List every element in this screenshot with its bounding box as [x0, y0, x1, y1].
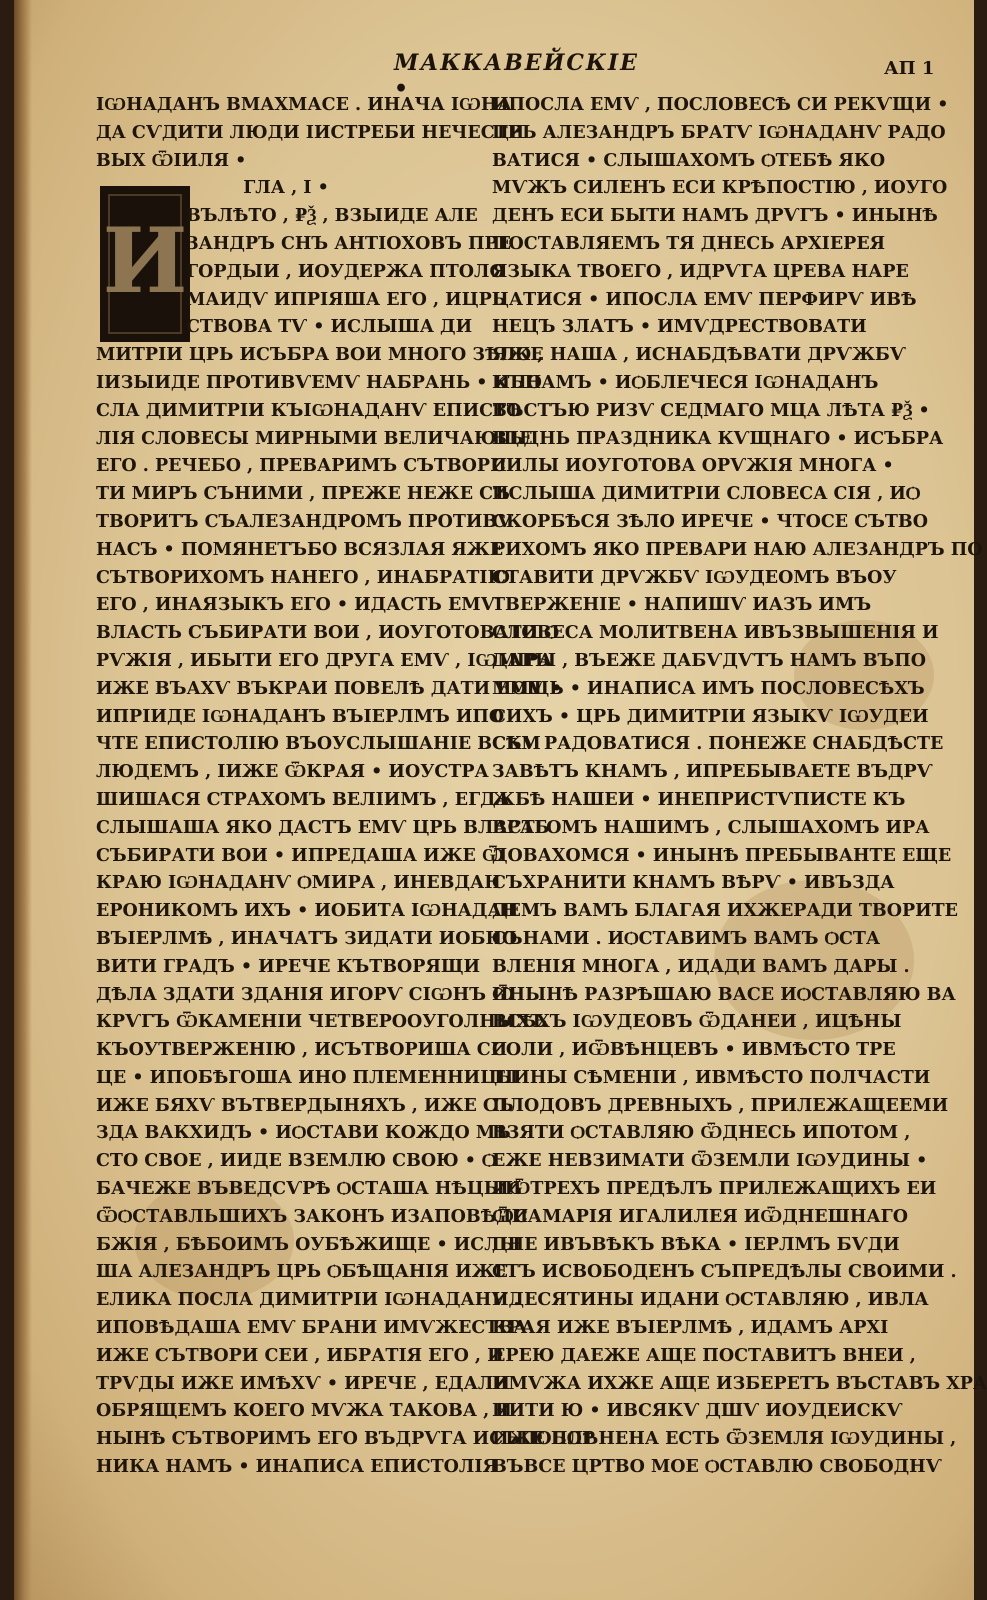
- text-line: СТЪ ИСВОБОДЕНЪ СЪПРЕДѢЛЫ СВОИМИ .: [492, 1262, 957, 1283]
- text-line: ДОВАХОМСЯ • ИНЫНѢ ПРЕБЫВАНТЕ ЕЩЕ: [492, 845, 952, 866]
- text-line: ГОРДЫИ , ИОУДЕРЖА ПТОЛО: [186, 261, 505, 282]
- text-line: ШИШАСЯ СТРАХОМЪ ВЕЛІИМЪ , ЕГДА: [96, 789, 510, 810]
- text-line: НЕЦЪ ЗЛАТЪ • ИМѴДРЕСТВОВАТИ: [492, 317, 867, 338]
- text-line: ЕЛИКА ПОСЛА ДИМИТРІИ ІѠНАДАНѴ .: [96, 1290, 520, 1311]
- text-line: ТРѴДЫ ИЖЕ ИМѢХѴ • ИРЕЧЕ , ЕДАЛИ: [96, 1373, 510, 1394]
- text-line: ЕГО , ИНАЯЗЫКЪ ЕГО • ИДАСТЬ ЕМѴ: [96, 595, 497, 616]
- text-line: ѾСАМАРІЯ ИГАЛИЛЕЯ ИѾДНЕШНАГО: [492, 1206, 908, 1227]
- text-line: ТВЕРЖЕНІЕ • НАПИШѴ ИАЗЪ ИМЪ: [492, 595, 872, 616]
- text-line: ТИ МИРЪ СЪНИМИ , ПРЕЖЕ НЕЖЕ СЪ: [96, 484, 510, 505]
- text-line: ДНЕ ИВЪВѢКЪ ВѢКА • ІЕРЛМЪ БѴДИ: [492, 1234, 900, 1255]
- text-line: ИСЛЫША ДИМИТРІИ СЛОВЕСА СІЯ , ИѺ: [492, 484, 921, 505]
- text-line: СЪХРАНИТИ КНАМЪ ВѢРѴ • ИВЪЗДА: [492, 873, 895, 894]
- text-line: ВРАГОМЪ НАШИМЪ , СЛЫШАХОМЪ ИРА: [492, 817, 930, 838]
- text-line: КРАЯ ИЖЕ ВЪІЕРЛМѢ , ИДАМЪ АРХІ: [492, 1318, 889, 1339]
- text-line: СИХЪ • ЦРЬ ДИМИТРІИ ЯЗЫКѴ ІѠУДЕИ: [492, 706, 929, 727]
- text-line: СТО СВОЕ , ИИДЕ ВЗЕМЛЮ СВОЮ • Ѻ: [96, 1151, 497, 1172]
- text-line: ПОСТАВЛЯЕМЪ ТЯ ДНЕСЬ АРХІЕРЕЯ: [492, 233, 886, 254]
- text-line: ИПОСЛА ЕМѴ , ПОСЛОВЕСѢ СИ РЕКѴЩИ •: [492, 95, 949, 115]
- text-line: ИЖЕ ПЛѢНЕНА ЕСТЬ ѾЗЕМЛЯ ІѠУДИНЫ ,: [492, 1429, 957, 1450]
- text-line: СЛОВЕСА МОЛИТВЕНА ИВЪЗВЫШЕНІЯ И: [492, 623, 939, 644]
- text-line: ТВОРИТЪ СЪАЛЕЗАНДРОМЪ ПРОТИВѴ: [96, 511, 514, 532]
- text-line: ВЪЛѢТО , ₽Ѯ , ВЗЫИДЕ АЛЕ: [186, 206, 478, 227]
- text-line: ЕЖЕ НЕВЗИМАТИ ѾЗЕМЛИ ІѠУДИНЫ •: [492, 1151, 928, 1172]
- text-line: ИЖЕ ВЪАХѴ ВЪКРАИ ПОВЕЛѢ ДАТИ ЕМѴ •: [96, 678, 563, 699]
- text-line: ЯЗЫКА ТВОЕГО , ИДРѴГА ЦРЕВА НАРЕ: [492, 261, 909, 282]
- text-line: РИХОМЪ ЯКО ПРЕВАРИ НАЮ АЛЕЗАНДРЪ ПО: [492, 539, 983, 560]
- text-line: ЛІЯ СЛОВЕСЫ МИРНЫМИ ВЕЛИЧАЮЩЕ: [96, 428, 533, 449]
- text-line: МИТРІИ ЦРЬ ИСЪБРА ВОИ МНОГО ЗѢЛО ,: [96, 345, 544, 366]
- text-line: ЛЮДЕМЪ , ІИЖЕ ѾКРАЯ • ИОУСТРА: [96, 762, 489, 783]
- text-line: ІѠНАДАНЪ ВМАХМАСЕ . ИНАЧА ІѠНА: [96, 95, 512, 115]
- text-line: КРѴГЪ ѾКАМЕНІИ ЧЕТВЕРООУГОЛНЫХЪ: [96, 1012, 548, 1033]
- text-line: СОЛИ , ИѾВѢНЦЕВЪ • ИВМѢСТО ТРЕ: [492, 1040, 896, 1061]
- text-line: КЪНАМЪ • ИѺБЛЕЧЕСЯ ІѠНАДАНЪ: [492, 372, 879, 393]
- text-line: МАИДѴ ИПРІЯША ЕГО , ИЦРЬ: [186, 289, 507, 310]
- text-line: ИПОВѢДАША ЕМѴ БРАНИ ИМѴЖЕСТВА: [96, 1318, 528, 1339]
- chapter-heading: ГЛА , І •: [243, 178, 329, 199]
- text-line: ВЪДНЬ ПРАЗДНИКА КѴЩНАГО • ИСЪБРА: [492, 428, 944, 449]
- text-line: ДА СѴДИТИ ЛЮДИ ІИСТРЕБИ НЕЧЕСТИ: [96, 122, 525, 143]
- text-line: БЖІЯ , БѢБОИМЪ ОУБѢЖИЩЕ • ИСЛЫ: [96, 1234, 521, 1255]
- text-line: СЛА ДИМИТРІИ КЪІѠНАДАНѴ ЕПИСТО: [96, 400, 522, 421]
- text-line: БАЧЕЖЕ ВЪВЕДСѴРѢ ѺСТАША НѢЦЫИ: [96, 1179, 522, 1200]
- folio-number: АП 1: [884, 58, 935, 79]
- text-line: НЫНѢ СЪТВОРИМЪ ЕГО ВЪДРѴГА ИСЪПОБОР: [96, 1429, 596, 1450]
- text-line: СЪНАМИ . ИѺСТАВИМЪ ВАМЪ ѺСТА: [492, 928, 881, 949]
- text-line: ЦАТИСЯ • ИПОСЛА ЕМѴ ПЕРФИРѴ ИВѢ: [492, 289, 917, 310]
- text-line: ВЫХ ѾІИЛЯ •: [96, 150, 247, 171]
- text-line: СЪБИРАТИ ВОИ • ИПРЕДАША ИЖЕ Ѿ: [96, 845, 504, 866]
- text-line: СКѴ РАДОВАТИСЯ . ПОНЕЖЕ СНАБДѢСТЕ: [492, 734, 944, 755]
- text-line: ИМѴЖА ИХЖЕ АЩЕ ИЗБЕРЕТЪ ВЪСТАВЪ ХРА: [492, 1373, 987, 1394]
- text-line: ВАТИСЯ • СЛЫШАХОМЪ ѺТЕБѢ ЯКО: [492, 150, 886, 171]
- page-binding-edge: [14, 0, 32, 1600]
- text-line: ША АЛЕЗАНДРЪ ЦРЬ ѺБѢЩАНІЯ ИЖЕ: [96, 1262, 508, 1283]
- text-line: ЕРОНИКОМЪ ИХЪ • ИОБИТА ІѠНАДАН: [96, 901, 519, 922]
- text-line: ДѢЛА ЗДАТИ ЗДАНІЯ ИГОРѴ СІѠНЪ Ѿ: [96, 984, 514, 1005]
- initial-letter: И: [102, 208, 188, 314]
- text-line: ИНЫНѢ РАЗРѢШАЮ ВАСЕ ИѺСТАВЛЯЮ ВА: [492, 984, 956, 1005]
- text-line: КРАЮ ІѠНАДАНѴ ѺМИРА , ИНЕВДАН: [96, 873, 501, 894]
- text-line: ИЖЕ БЯХѴ ВЪТВЕРДЫНЯХЪ , ИЖЕ СЪ: [96, 1095, 514, 1116]
- text-line: ЕРЕЮ ДАЕЖЕ АЩЕ ПОСТАВИТЪ ВНЕИ ,: [492, 1345, 916, 1366]
- text-line: ДАРЫ , ВЪЕЖЕ ДАБѴДѴТЪ НАМЪ ВЪПО: [492, 650, 927, 671]
- right-text-column: [492, 92, 987, 1482]
- text-line: ВИТИ ГРАДЪ • ИРЕЧЕ КЪТВОРЯЩИ: [96, 956, 481, 977]
- text-line: НИКА НАМЪ • ИНАПИСА ЕПИСТОЛІЯ: [96, 1457, 498, 1478]
- text-line: ВЪВСЕ ЦРТВО МОЕ ѺСТАВЛЮ СВОБОДНѴ: [492, 1457, 942, 1478]
- text-line: ЯЖЕ НАША , ИСНАБДѢВАТИ ДРѴЖБѴ: [492, 345, 906, 366]
- running-head: МАККАВЕЙСКІЕ •: [394, 50, 639, 102]
- text-line: ЗАНДРЪ СНЪ АНТІОХОВЪ ПРЕ: [186, 233, 511, 254]
- manuscript-page: [14, 0, 987, 1600]
- text-line: ЦРЬ АЛЕЗАНДРЪ БРАТѴ ІѠНАДАНѴ РАДО: [492, 122, 946, 143]
- text-line: ВЗЯТИ ѺСТАВЛЯЮ ѾДНЕСЬ ИПОТОМ ,: [492, 1123, 911, 1144]
- text-line: НАСЪ • ПОМЯНЕТЪБО ВСЯЗЛАЯ ЯЖЕ: [96, 539, 504, 560]
- text-line: ЕГО . РЕЧЕБО , ПРЕВАРИМЪ СЪТВОРИ: [96, 456, 507, 477]
- left-text-column: [96, 92, 596, 1482]
- text-line: МѴЖЪ СИЛЕНЪ ЕСИ КРѢПОСТІЮ , ИОУГО: [492, 178, 948, 199]
- text-line: ИПРІИДЕ ІѠНАДАНЪ ВЪІЕРЛМЪ ИПО: [96, 706, 505, 727]
- text-line: ЗДА ВАКХИДЪ • ИѺСТАВИ КОЖДО МѢ: [96, 1123, 511, 1144]
- text-line: СКОРБѢСЯ ЗѢЛО ИРЕЧЕ • ЧТОСЕ СЪТВО: [492, 511, 928, 532]
- text-line: ВЛЕНІЯ МНОГА , ИДАДИ ВАМЪ ДАРЫ .: [492, 956, 910, 977]
- text-line: ЦЕ • ИПОБѢГОША ИНО ПЛЕМЕННИЦЫ: [96, 1067, 519, 1088]
- text-line: ЧТЕ ЕПИСТОЛІЮ ВЪОУСЛЫШАНІЕ ВСѢМ: [96, 734, 541, 755]
- text-line: ИЖЕ СЪТВОРИ СЕИ , ИБРАТІЯ ЕГО , И: [96, 1345, 504, 1366]
- text-line: МОЩЬ • ИНАПИСА ИМЪ ПОСЛОВЕСѢХЪ: [492, 678, 925, 699]
- text-line: СИЛЫ ИОУГОТОВА ОРѴЖІЯ МНОГА •: [492, 456, 894, 477]
- text-line: ВЪСТЪЮ РИЗѴ СЕДМАГО МЦА ЛѢТА ₽Ѯ •: [492, 400, 930, 421]
- text-line: НИТИ Ю • ИВСЯКѴ ДШѴ ИОУДЕИСКѴ: [492, 1401, 903, 1422]
- text-line: ИДЕСЯТИНЫ ИДАНИ ѺСТАВЛЯЮ , ИВЛА: [492, 1290, 929, 1311]
- text-line: СТАВИТИ ДРѴЖБѴ ІѠУДЕОМЪ ВЪОУ: [492, 567, 897, 588]
- text-line: ТІИНЫ СѢМЕНІИ , ИВМѢСТО ПОЛЧАСТИ: [492, 1067, 931, 1088]
- text-line: РѴЖІЯ , ИБЫТИ ЕГО ДРУГА ЕМѴ , ІѠМІРА: [96, 650, 553, 671]
- text-line: ІИЗЫИДЕ ПРОТИВѴЕМѴ НАБРАНЬ • ИПО: [96, 372, 542, 393]
- text-line: ВЛАСТЬ СЪБИРАТИ ВОИ , ИОУГОТОВАТИ Ѻ: [96, 623, 559, 644]
- text-line: СЛЫШАША ЯКО ДАСТЪ ЕМѴ ЦРЬ ВЛАСТЬ: [96, 817, 550, 838]
- text-line: ДЕНЪ ЕСИ БЫТИ НАМЪ ДРѴГЪ • ИНЫНѢ: [492, 206, 938, 227]
- text-line: СЪТВОРИХОМЪ НАНЕГО , ИНАБРАТІЮ: [96, 567, 511, 588]
- text-line: КЪОУТВЕРЖЕНІЮ , ИСЪТВОРИША СИ: [96, 1040, 508, 1061]
- text-line: ВСѢХЪ ІѠУДЕОВЪ ѾДАНЕИ , ИЦѢНЫ: [492, 1012, 902, 1033]
- text-line: ОБРЯЩЕМЪ КОЕГО МѴЖА ТАКОВА , И: [96, 1401, 512, 1422]
- text-line: ЖБѢ НАШЕИ • ИНЕПРИСТѴПИСТЕ КЪ: [492, 789, 906, 810]
- text-line: ЗАВѢТЪ КНАМЪ , ИПРЕБЫВАЕТЕ ВЪДРѴ: [492, 762, 933, 783]
- text-line: ВЪІЕРЛМѢ , ИНАЧАТЪ ЗИДАТИ ИОБНО: [96, 928, 518, 949]
- text-line: ДЕМЪ ВАМЪ БЛАГАЯ ИХЖЕРАДИ ТВОРИТЕ: [492, 901, 959, 922]
- text-line: ѾѺСТАВЛЬШИХЪ ЗАКОНЪ ИЗАПОВѢДИ: [96, 1206, 529, 1227]
- text-line: ПЛОДОВЪ ДРЕВНЫХЪ , ПРИЛЕЖАЩЕЕМИ: [492, 1095, 949, 1116]
- text-line: ИѾТРЕХЪ ПРЕДѢЛЪ ПРИЛЕЖАЩИХЪ ЕИ: [492, 1179, 937, 1200]
- text-line: СТВОВА ТѴ • ИСЛЫША ДИ: [186, 317, 473, 338]
